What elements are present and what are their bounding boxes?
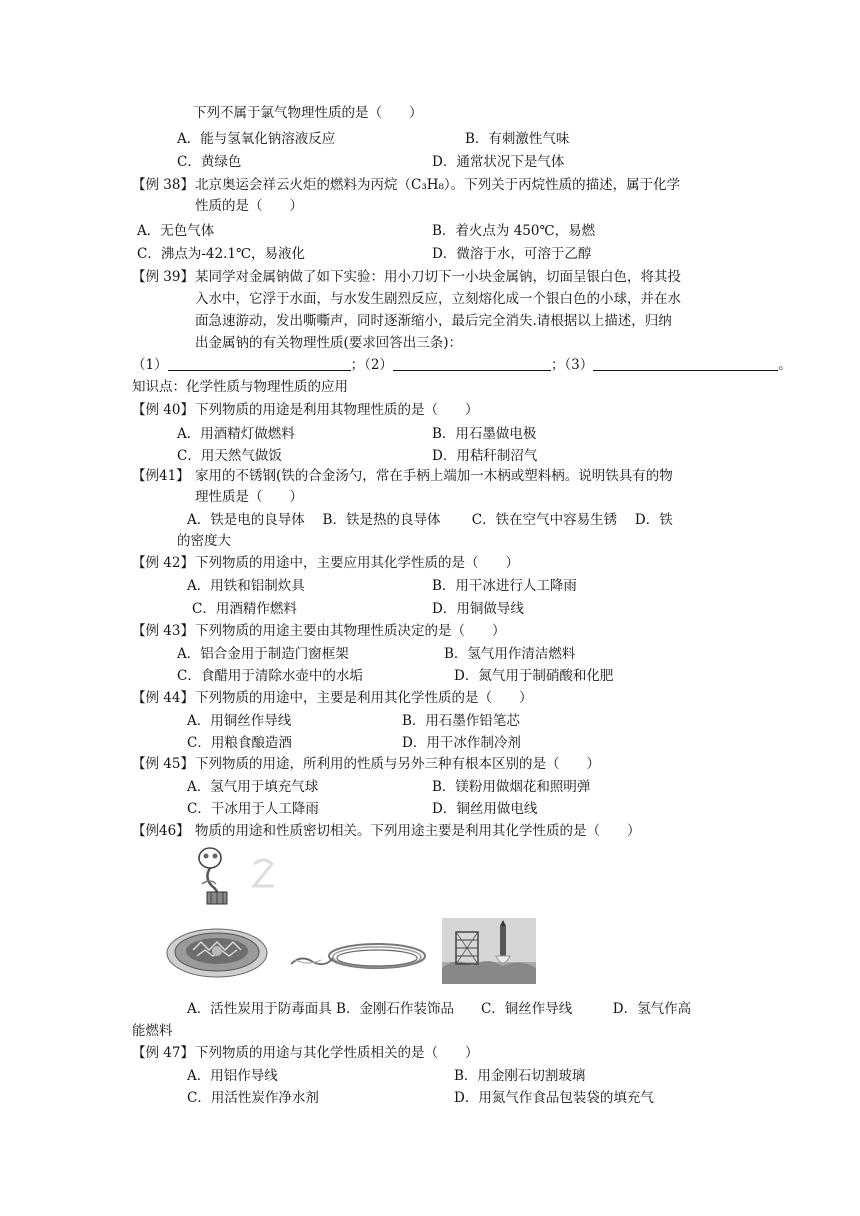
- option-d: D．用氮气作食品包装袋的填充气: [454, 1090, 654, 1106]
- option-c: C．用粮食酿造酒: [187, 735, 292, 751]
- option-b: B．镁粉用做烟花和照明弹: [432, 779, 591, 795]
- example-tag: 【例 44】: [132, 690, 194, 706]
- option-c: C．沸点为-42.1℃，易液化: [137, 246, 306, 262]
- gas-mask-icon: [190, 844, 300, 906]
- copper-wire-icon: [285, 930, 435, 980]
- question-text: 下列物质的用途中，主要应用其化学性质的是（ ）: [195, 555, 519, 571]
- question-text: 入水中，它浮于水面，与水发生剧烈反应，立刻熔化成一个银白色的小球，并在水: [195, 291, 681, 307]
- question-text: 家用的不锈钢(铁的合金汤勺，常在手柄上端加一木柄或塑料柄。说明铁具有的物: [195, 468, 673, 484]
- hydrogen-fuel-icon: [442, 918, 536, 984]
- option-a: A．用铁和铝制炊具: [187, 578, 305, 594]
- options-line-continued: 的密度大: [177, 533, 231, 549]
- option-d: D．氮气用于制硝酸和化肥: [454, 668, 614, 684]
- intro-question: 下列不属于氯气物理性质的是（ ）: [193, 105, 423, 121]
- answer-blank-2[interactable]: [393, 356, 551, 371]
- options-line: A．铁是电的良导体 B．铁是热的良导体 C．铁在空气中容易生锈 D．铁: [187, 512, 673, 528]
- answer-blanks: （1） ；（2） ；（3） 。: [132, 357, 792, 373]
- example-tag: 【例 39】: [132, 269, 194, 285]
- example-tag: 【例 47】: [132, 1045, 194, 1061]
- example-tag: 【例46】: [132, 823, 190, 839]
- option-c: C．用天然气做饭: [177, 448, 282, 464]
- question-text: 物质的用途和性质密切相关。下列用途主要是利用其化学性质的是（ ）: [195, 823, 641, 839]
- option-b: B．有刺激性气味: [465, 131, 570, 147]
- question-text: 面急速游动，发出嘶嘶声，同时逐渐缩小，最后完全消失.请根据以上描述，归纳: [195, 313, 672, 329]
- example-tag: 【例 43】: [132, 623, 194, 639]
- question-text: 性质的是（ ）: [195, 198, 303, 214]
- knowledge-point: 知识点：化学性质与物理性质的应用: [132, 379, 348, 395]
- option-c: C．黄绿色: [177, 154, 242, 170]
- question-text: 下列物质的用途与其化学性质相关的是（ ）: [195, 1045, 479, 1061]
- example-tag: 【例 38】: [132, 177, 194, 193]
- option-b: B．用石墨做电极: [432, 426, 537, 442]
- option-a: A．用酒精灯做燃料: [177, 426, 295, 442]
- example-tag: 【例 45】: [132, 756, 194, 772]
- option-b: B．用干冰进行人工降雨: [432, 578, 577, 594]
- example-tag: 【例 42】: [132, 555, 194, 571]
- answer-blank-3[interactable]: [593, 356, 778, 371]
- option-d: D．铜丝用做电线: [432, 801, 538, 817]
- question-text: 北京奥运会祥云火炬的燃料为丙烷（C₃H₈）。下列关于丙烷性质的描述，属于化学: [195, 177, 681, 193]
- option-d: D．用铜做导线: [432, 601, 524, 617]
- option-a: A．氢气用于填充气球: [187, 779, 319, 795]
- answer-blank-1[interactable]: [168, 356, 351, 371]
- diamond-icon: [160, 920, 275, 982]
- option-d: D．微溶于水，可溶于乙醇: [432, 246, 592, 262]
- question-text: 理性质是（ ）: [195, 489, 303, 505]
- question-text: 某同学对金属钠做了如下实验：用小刀切下一小块金属钠，切面呈银白色，将其投: [195, 269, 681, 285]
- option-d: D．用干冰作制冷剂: [402, 735, 521, 751]
- example-tag: 【例41】: [132, 468, 190, 484]
- options-line: A．活性炭用于防毒面具 B．金刚石作装饰品 C．铜丝作导线 D．氢气作高: [187, 1001, 692, 1017]
- option-a: A．能与氢氧化钠溶液反应: [177, 131, 336, 147]
- option-d: D．通常状况下是气体: [432, 154, 565, 170]
- option-b: B．用金刚石切割玻璃: [454, 1068, 586, 1084]
- option-b: B．氢气用作清洁燃料: [444, 646, 576, 662]
- option-a: A．铝合金用于制造门窗框架: [177, 646, 349, 662]
- question-text: 下列物质的用途，所利用的性质与另外三种有根本区别的是（ ）: [195, 756, 600, 772]
- option-c: C．干冰用于人工降雨: [187, 801, 319, 817]
- question-text: 下列物质的用途是利用其物理性质的是（ ）: [195, 402, 479, 418]
- options-line-continued: 能燃料: [132, 1023, 173, 1039]
- question-text: 下列物质的用途主要由其物理性质决定的是（ ）: [195, 623, 506, 639]
- option-c: C．食醋用于清除水壶中的水垢: [177, 668, 363, 684]
- option-d: D．用秸秆制沼气: [432, 448, 538, 464]
- option-c: C．用活性炭作净水剂: [187, 1090, 319, 1106]
- option-c: C．用酒精作燃料: [192, 601, 297, 617]
- option-a: A．用铜丝作导线: [187, 713, 292, 729]
- question-text: 下列物质的用途中，主要是利用其化学性质的是（ ）: [195, 690, 533, 706]
- option-b: B．着火点为 450℃，易燃: [432, 223, 596, 239]
- option-a: A．无色气体: [137, 223, 215, 239]
- option-a: A．用铝作导线: [187, 1068, 278, 1084]
- example-tag: 【例 40】: [132, 402, 194, 418]
- question-text: 出金属钠的有关物理性质(要求回答出三条)：: [195, 335, 463, 351]
- option-b: B．用石墨作铅笔芯: [402, 713, 520, 729]
